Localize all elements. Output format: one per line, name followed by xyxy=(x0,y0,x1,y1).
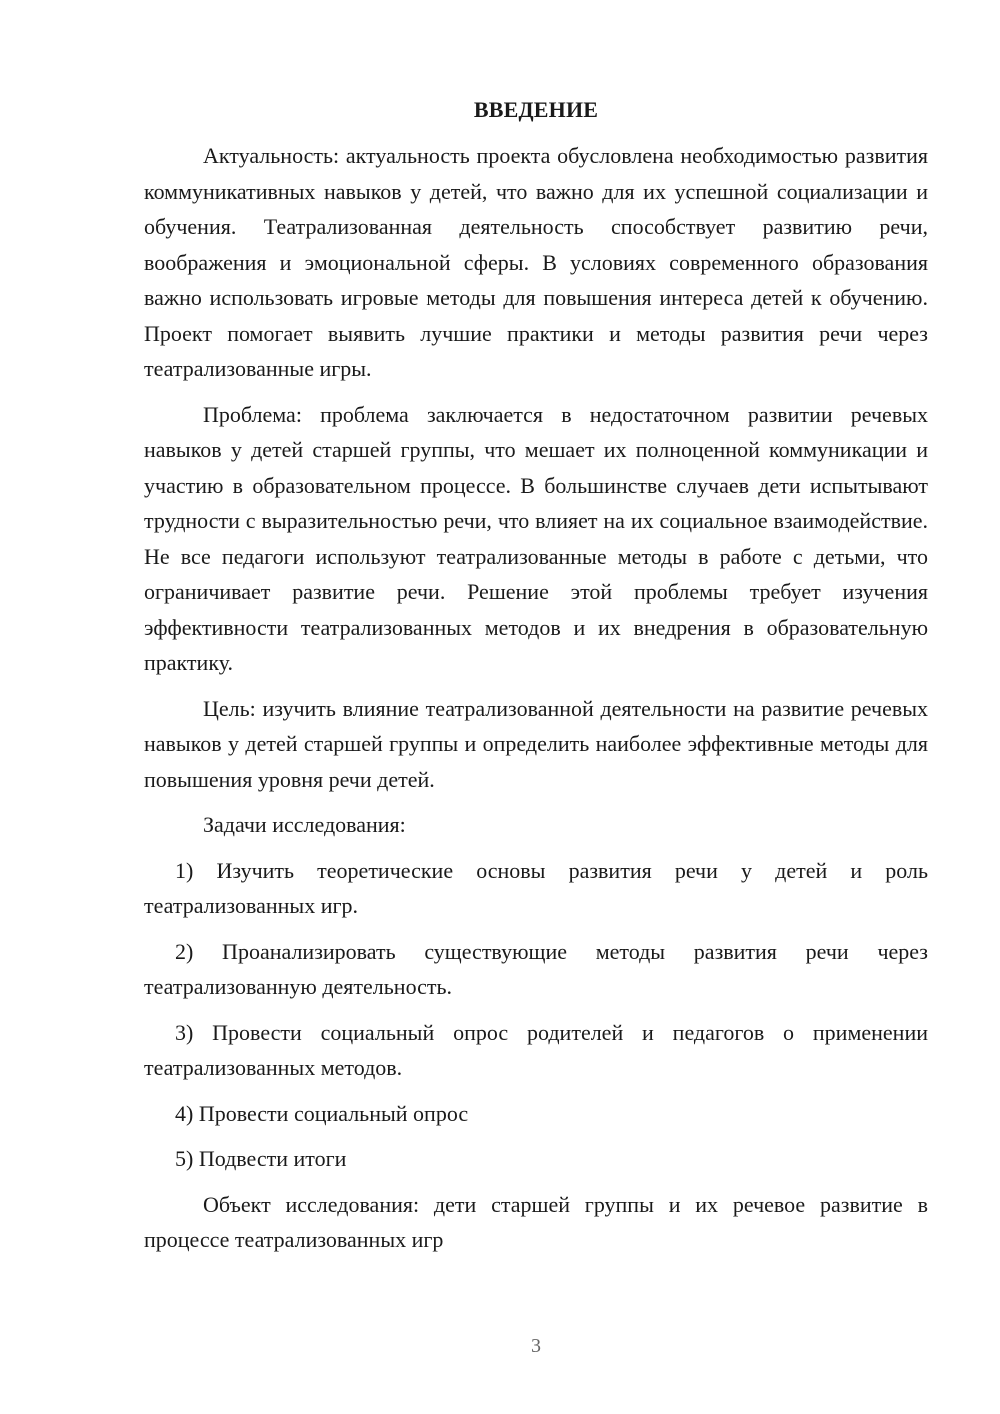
list-item: 1) Изучить теоретические основы развития речи у детей и роль театрализованных игр. xyxy=(144,857,928,918)
list-item: 3) Провести социальный опрос родителей и педагогов о применении театрализованных методов. xyxy=(144,1019,928,1080)
problem-paragraph: Проблема: проблема заключается в недостаточном развитии речевых навыков у детей старшей группы, что мешает их полноценной коммуникации и участию в образовательном процессе. В большинстве случаев дети испытывают трудности с выразительностью речи, что влияет на их социальное взаимодействие. Не все педагоги используют театрализованные методы в работе с детьми, что ограничивает развитие речи. Решение этой проблемы требует изучения эффективности театрализованных методов и их внедрения в образовательную практику. xyxy=(144,401,928,675)
object-paragraph: Объект исследования: дети старшей группы и их речевое развитие в процессе театрализованных игр xyxy=(144,1191,928,1252)
goal-paragraph: Цель: изучить влияние театрализованной деятельности на развитие речевых навыков у детей старшей группы и определить наиболее эффективные методы для повышения уровня речи детей. xyxy=(144,695,928,792)
list-item: 4) Провести социальный опрос xyxy=(175,1100,469,1126)
section-title: ВВЕДЕНИЕ xyxy=(473,97,599,122)
list-item: 5) Подвести итоги xyxy=(175,1146,347,1171)
relevance-paragraph: Актуальность: актуальность проекта обусловлена необходимостью развития коммуникативных навыков у детей, что важно для их успешной социализации и обучения. Театрализованная деятельность способствует развитию речи, воображения и эмоциональной сферы. В условиях современного образования важно использовать игровые методы для повышения интереса детей к обучению. Проект помогает выявить лучшие практики и методы развития речи через театрализованные игры. xyxy=(144,143,928,381)
page-content xyxy=(144,94,928,1258)
page-number: 3 xyxy=(531,1335,541,1357)
tasks-heading: Задачи исследования: xyxy=(203,812,406,837)
list-item: 2) Проанализировать существующие методы развития речи через театрализованную деятельность. xyxy=(144,938,928,999)
tasks-list xyxy=(144,853,928,1177)
